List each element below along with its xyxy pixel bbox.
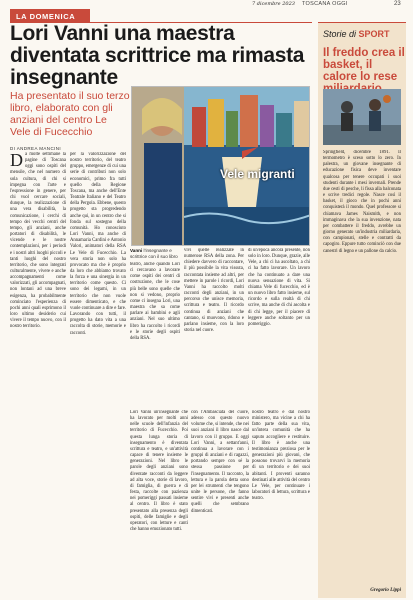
- sidebar-kicker-prefix: Storie di: [323, 29, 357, 39]
- article-subhead: Ha presentato il suo terzo libro, elaborato con gli anziani del centro Le Vele di Fucecchio: [10, 90, 130, 138]
- sidebar-body: Springfield, dicembre 1891. Il termometro è sceso sotto lo zero. In palestra, un giovane insegnante di educazione fisica deve inventare qualcosa per tenere occupati i suoi studenti durante i mesi invernali. Prende due cesti di pesche, li fissa alla balconata e scrive tredici regole. Nasce così il basket, il gioco che in pochi anni conquisterà il mondo. Quel professore si chiamava James Naismith, e non immaginava che la sua invenzione, nata per combattere il freddo, avrebbe un giorno generato un'industria miliardaria, con campionati, stelle e contratti da capogiro. Eppure tutto cominciò con due canestri di legno e un pallone da calcio.: [323, 150, 401, 254]
- sidebar-photo: [323, 89, 401, 145]
- article-column-4: vivi quelle realizzate in numerose RSA della zona. Per chiedere davvero di raccontare, il più possibile la vita vissuta, raccontata insieme ad altri, per mettere in parole i ricordi, Lori Vanni ha raccolto molti racconti degli anziani, in un percorso che unisce memoria, scrittura e teatro. Il ricordo continua di anziani che cantano, si muovono, ridono e parlano insieme, con la loro storia nel cuore.: [184, 248, 244, 334]
- sidebar-kicker: [323, 29, 390, 39]
- caption-text: l'insegnante e scrittrice con il suo libro: [130, 248, 178, 259]
- article-lower-column-3: nostro teatro e dal nostro ministero, ma vicine a chi ha fatto parte della sua vita, un'intera comunità che ha saputo accogliere e restituire. Il libro è anche una testimonianza preziosa per le generazioni più giovani, che possono trovarvi la memoria di un territorio e dei suoi abitanti. I proventi saranno destinati alle attività del centro Le Vele, per continuare i laboratori di lettura, scrittura e teatro.: [252, 410, 310, 502]
- article-column-1: [10, 152, 66, 598]
- issue-date: 7 dicembre 2023: [252, 1, 295, 7]
- column-text: a molte settimane la pagine di Toscana oggi sono ospiti del mensile, che nel numero di sola cultura, di chi si impegna con l'arte e l'espressione in genere, per chi vuol cercare sociali, dunque, la realizzazione di una vera disabilità, la comunicazione, i cerchi di tempo dei vecchi centri del tempo, gli anziani, anche portatori di disabilità, le vicende e le nostre contemplazioni, per i periodi e i nostri altri luoghi piccoli e tanti luoghi del nostro territorio, che sono integrati culturalmente, vivere e anche accompagnamenti come valorizzati, gli accompagnati, non lontani ad una breve esigenza, ha probabilmente cominciato l'esperienza di pochi anni quali esprimono il loro ultimo desiderio cui vivere il tempo nuovo, con il nostro territorio.: [10, 152, 66, 330]
- article-column-2: per la valorizzazione del nostro territorio, del teatro gruppo, emergenze di cui una serie di contributi non solo economici, primo fra tutti quello della Regione Toscana, ma anche dell'Ente Teatrale Italiano e del Teatro della Pergola. Ebbene, questo progetto sta progredendo anche qui, in un centro che si fonda sul sostegno della comunità. Ho conosciuto Lori Vanni, ma anche di Annamaria Cardini e Antonio Valori, animatori della RSA Le Vele di Fucecchio. La vera storia non solo ha provocato ma che è proprio da loro che abbiamo trovato la forza e una sinergia in un territorio come questo. Ci sono dei legami, in un territorio che non vuole essere dimenticato, e che vuole continuare a dire e fare. Lavorando con tutti, il progetto ha dato vita a una raccolta di storie, memorie e racconti.: [70, 152, 126, 336]
- article-column-5: di un'epoca ancora presente, non solo in loro. Dunque, grazie, alle Vele, a chi ci ha ascoltato, a chi ci ha fatto lavorare. Un lavoro che ha continuato a dare una nuova sensazione di vita. Si chiama Vele di fucecchio, ed è un nuovo libro fatto insieme, sul ricordo e sulla realtà di chi scrive, ma anche di chi ascolta e di chi legge, per il piacere di leggere anche soltanto per un pomeriggio.: [248, 248, 310, 327]
- drop-cap: D: [10, 152, 23, 170]
- book-cover-title: Vele migranti: [220, 167, 295, 181]
- publication-name: TOSCANA OGGI: [302, 1, 348, 7]
- sidebar-title: Il freddo crea il basket, il calore lo rese: [323, 47, 405, 83]
- sidebar-photo-illustration: [323, 89, 401, 145]
- article-headline: Lori Vanni una maestra diventata scrittrice ma rimasta insegnante: [10, 22, 305, 89]
- section-label: LA DOMENICA: [10, 9, 90, 22]
- page-number: 23: [394, 1, 401, 7]
- article-lower-column-2: con l'Ambasciata del cuore, adesso con questo nuovo volume che, si intende, che nei suoi anziani il libro nasce dal lavoro con il gruppo. E oggi Lori Vanni, a settant'anni, continua a lavorare con i gruppi di anziani e di ragazzi, portando sempre con sé la stessa passione per l'insegnamento. Il racconto, la lettura e la parola detta sono per lei strumenti che tengono unite le persone, che fanno sentire vivi e presenti anche quelli che sembrano dimenticati.: [191, 410, 249, 514]
- article-lower-column-1: Lori Vanni un'insegnante che ha lavorato per molti anni nelle scuole dell'infanzia del territorio di Fucecchio. Poi questa lunga storia di insegnamento è diventata scrittura e teatro, e un'attività capace di tenere insieme le generazioni. Nel libro le parole degli anziani sono diventate racconti da leggere ad alta voce, storie di lavoro, di famiglia, di guerra e di festa, raccolte con pazienza nei pomeriggi passati insieme al centro. Il libro è stato presentato alla presenza degli ospiti, delle famiglie e degli operatori, con letture e canti che hanno emozionato tutti.: [130, 410, 188, 532]
- sidebar-kicker-highlight: SPORT: [358, 29, 390, 39]
- article-byline: DI ANDREA MANCINI: [10, 146, 62, 151]
- article-column-3: teatro, anche quando Lori ci cercavano a lavorare come ospiti dei centri di costruzione, che le cose più belle sono quelle che non si vedono, proprio come ci insegna Lori, una maestra che sa come parlare ai bambini e agli anziani. Nel suo ultimo libro ha raccolto i ricordi e le storie degli ospiti della RSA.: [130, 262, 180, 341]
- sidebar-signature: Gregorio Lippi: [370, 588, 401, 593]
- article-photo: [131, 86, 310, 246]
- caption-name: Vanni: [130, 248, 143, 253]
- photo-caption: [130, 248, 182, 260]
- sport-sidebar: [318, 22, 406, 598]
